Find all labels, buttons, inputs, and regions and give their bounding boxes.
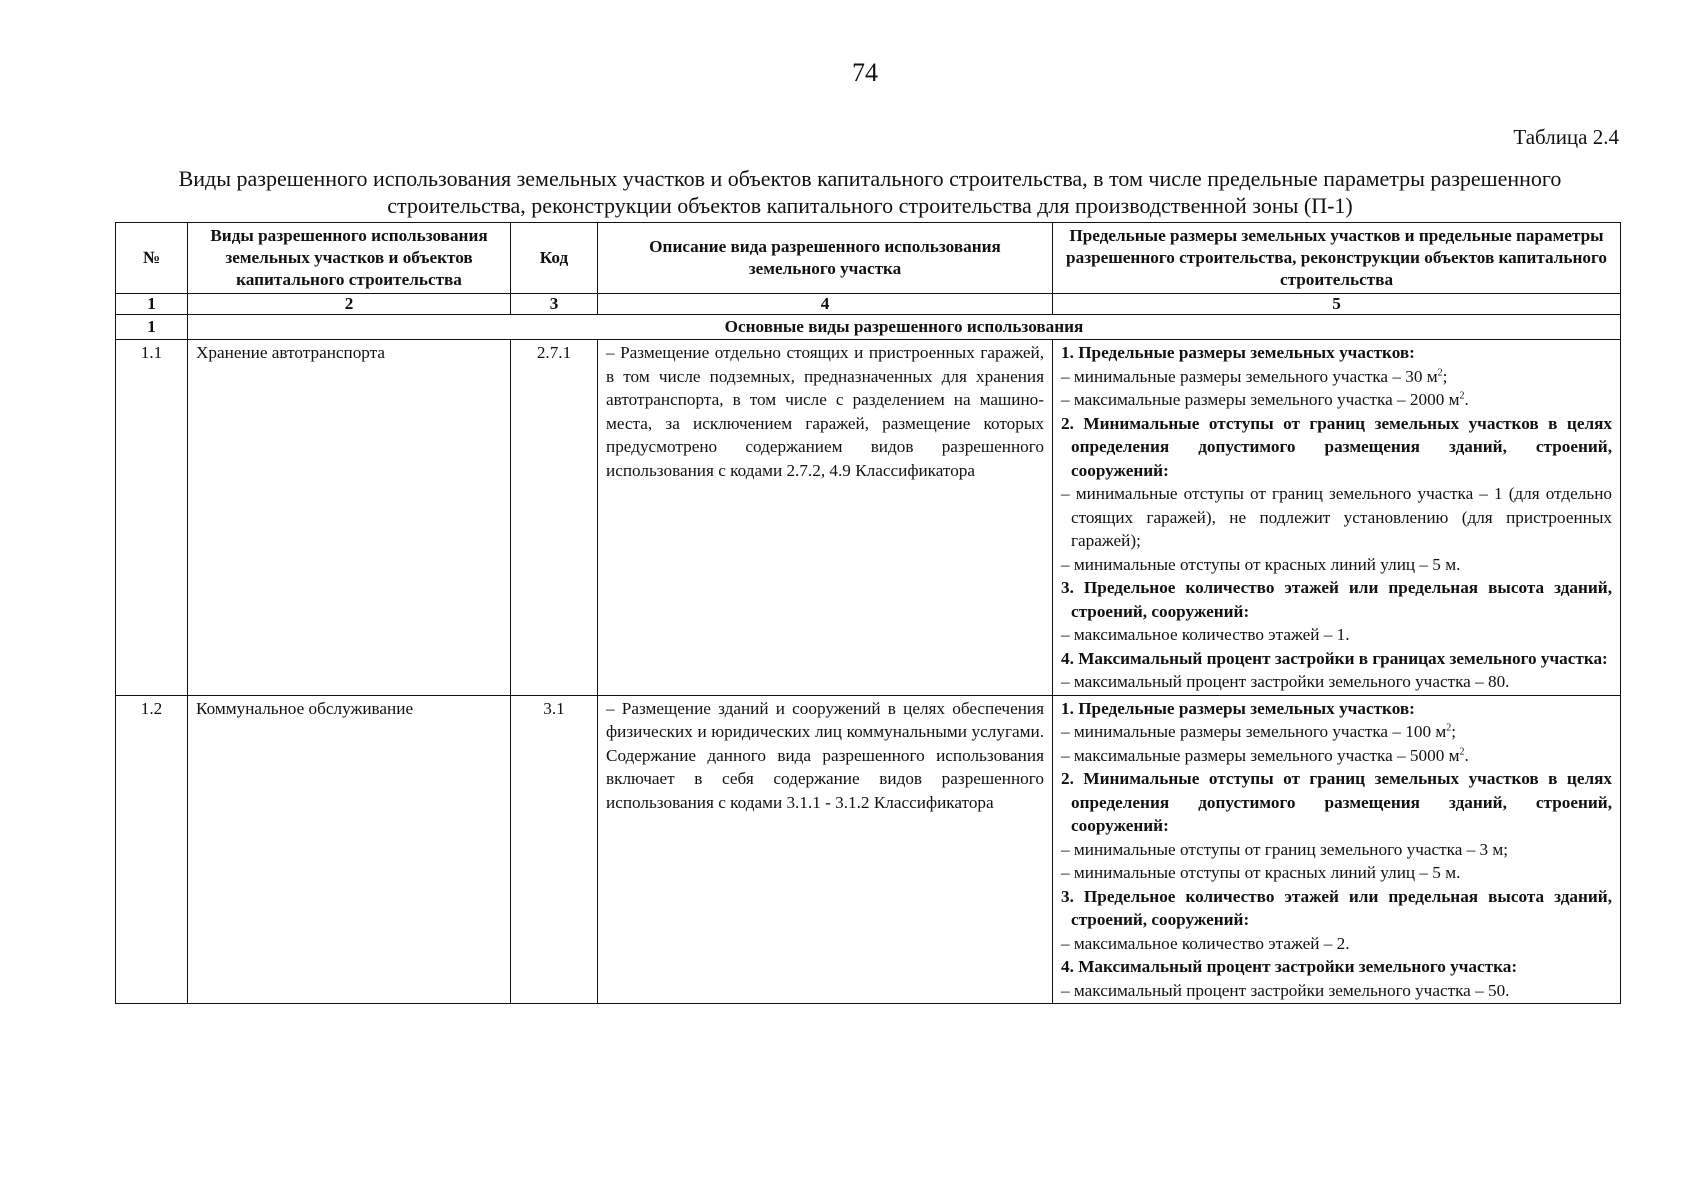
row-number: 1.1	[116, 340, 188, 696]
param-item: – максимальное количество этажей – 2.	[1061, 933, 1350, 953]
param-heading: 4. Максимальный процент застройки в границах земельного участка:	[1061, 648, 1608, 668]
param-item: – максимальные размеры земельного участка – 2000 $м^2$.	[1061, 390, 1469, 409]
table-label: Таблица 2.4	[1513, 125, 1619, 149]
row-kind: Хранение автотранспорта	[188, 340, 511, 696]
param-heading: 2. Минимальные отступы от границ земельных участков в целях определения допустимого размещения зданий, строений, сооружений:	[1061, 769, 1612, 835]
header-kind: Виды разрешенного использования земельных участков и объектов капитального строительства	[188, 223, 511, 294]
table-row	[116, 695, 1621, 1004]
param-item: – минимальные размеры земельного участка – 30 $м^2$;	[1061, 366, 1448, 386]
row-kind: Коммунальное обслуживание	[188, 695, 511, 1004]
table-row	[116, 340, 1621, 696]
param-heading: 3. Предельное количество этажей или предельная высота зданий, строений, сооружений:	[1061, 578, 1612, 621]
row-description: – Размещение зданий и сооружений в целях обеспечения физических и юридических лиц коммунальными услугами. Содержание данного вида разрешенного использования включает в себя содержание видов разрешенного использования с кодами 3.1.1 - 3.1.2 Классификатора	[598, 695, 1053, 1004]
row-code: 3.1	[511, 695, 598, 1004]
param-item: – минимальные отступы от границ земельного участка – 3 м;	[1061, 839, 1509, 859]
param-heading: 1. Предельные размеры земельных участков:	[1061, 343, 1415, 362]
param-item: – минимальные отступы от границ земельного участка – 1 (для отдельно стоящих гаражей), не подлежит установлению (для пристроенных гаражей);	[1061, 484, 1612, 550]
section-number: 1	[116, 315, 188, 340]
header-params: Предельные размеры земельных участков и предельные параметры разрешенного строительства, реконструкции объектов капитального строительства	[1053, 223, 1621, 294]
column-number: 5	[1053, 294, 1621, 315]
param-item: – максимальное количество этажей – 1.	[1061, 625, 1350, 644]
column-number: 2	[188, 294, 511, 315]
page-number: 74	[852, 58, 878, 87]
header-description: Описание вида разрешенного использования земельного участка	[598, 223, 1053, 294]
column-number: 1	[116, 294, 188, 315]
param-item: – минимальные отступы от красных линий улиц – 5 м.	[1061, 554, 1461, 574]
table-caption: Виды разрешенного использования земельных участков и объектов капитального строительства, в том числе предельные параметры разрешенного строительства, реконструкции объектов капитального строительства для производственной зоны (П-1)	[178, 166, 1562, 218]
param-item: – максимальный процент застройки земельного участка – 80.	[1061, 672, 1510, 691]
row-description: – Размещение отдельно стоящих и пристроенных гаражей, в том числе подземных, предназначенных для хранения автотранспорта, в том числе с разделением на машино-места, за исключением гаражей, размещение которых предусмотрено содержанием видов разрешенного использования с кодами 2.7.2, 4.9 Классификатора	[598, 340, 1053, 696]
row-params	[1053, 340, 1621, 696]
param-heading: 2. Минимальные отступы от границ земельных участков в целях определения допустимого размещения зданий, строений, сооружений:	[1061, 413, 1612, 480]
row-number: 1.2	[116, 695, 188, 1004]
param-heading: 3. Предельное количество этажей или предельная высота зданий, строений, сооружений:	[1061, 886, 1612, 929]
header-code: Код	[511, 223, 598, 294]
param-heading: 4. Максимальный процент застройки земельного участка:	[1061, 957, 1518, 976]
land-use-table	[115, 222, 1621, 1004]
row-params	[1053, 695, 1621, 1004]
header-row	[116, 223, 1621, 294]
header-num: №	[116, 223, 188, 294]
column-numbers-row	[116, 294, 1621, 315]
row-code: 2.7.1	[511, 340, 598, 696]
column-number: 3	[511, 294, 598, 315]
param-item: – максимальный процент застройки земельного участка – 50.	[1061, 980, 1510, 1000]
column-number: 4	[598, 294, 1053, 315]
param-item: – минимальные размеры земельного участка – 100 $м^2$;	[1061, 722, 1456, 741]
param-item: – минимальные отступы от красных линий улиц – 5 м.	[1061, 863, 1461, 882]
param-item: – максимальные размеры земельного участка – 5000 $м^2$.	[1061, 745, 1469, 765]
section-title: Основные виды разрешенного использования	[188, 315, 1621, 340]
section-row	[116, 315, 1621, 340]
param-heading: 1. Предельные размеры земельных участков:	[1061, 698, 1415, 718]
